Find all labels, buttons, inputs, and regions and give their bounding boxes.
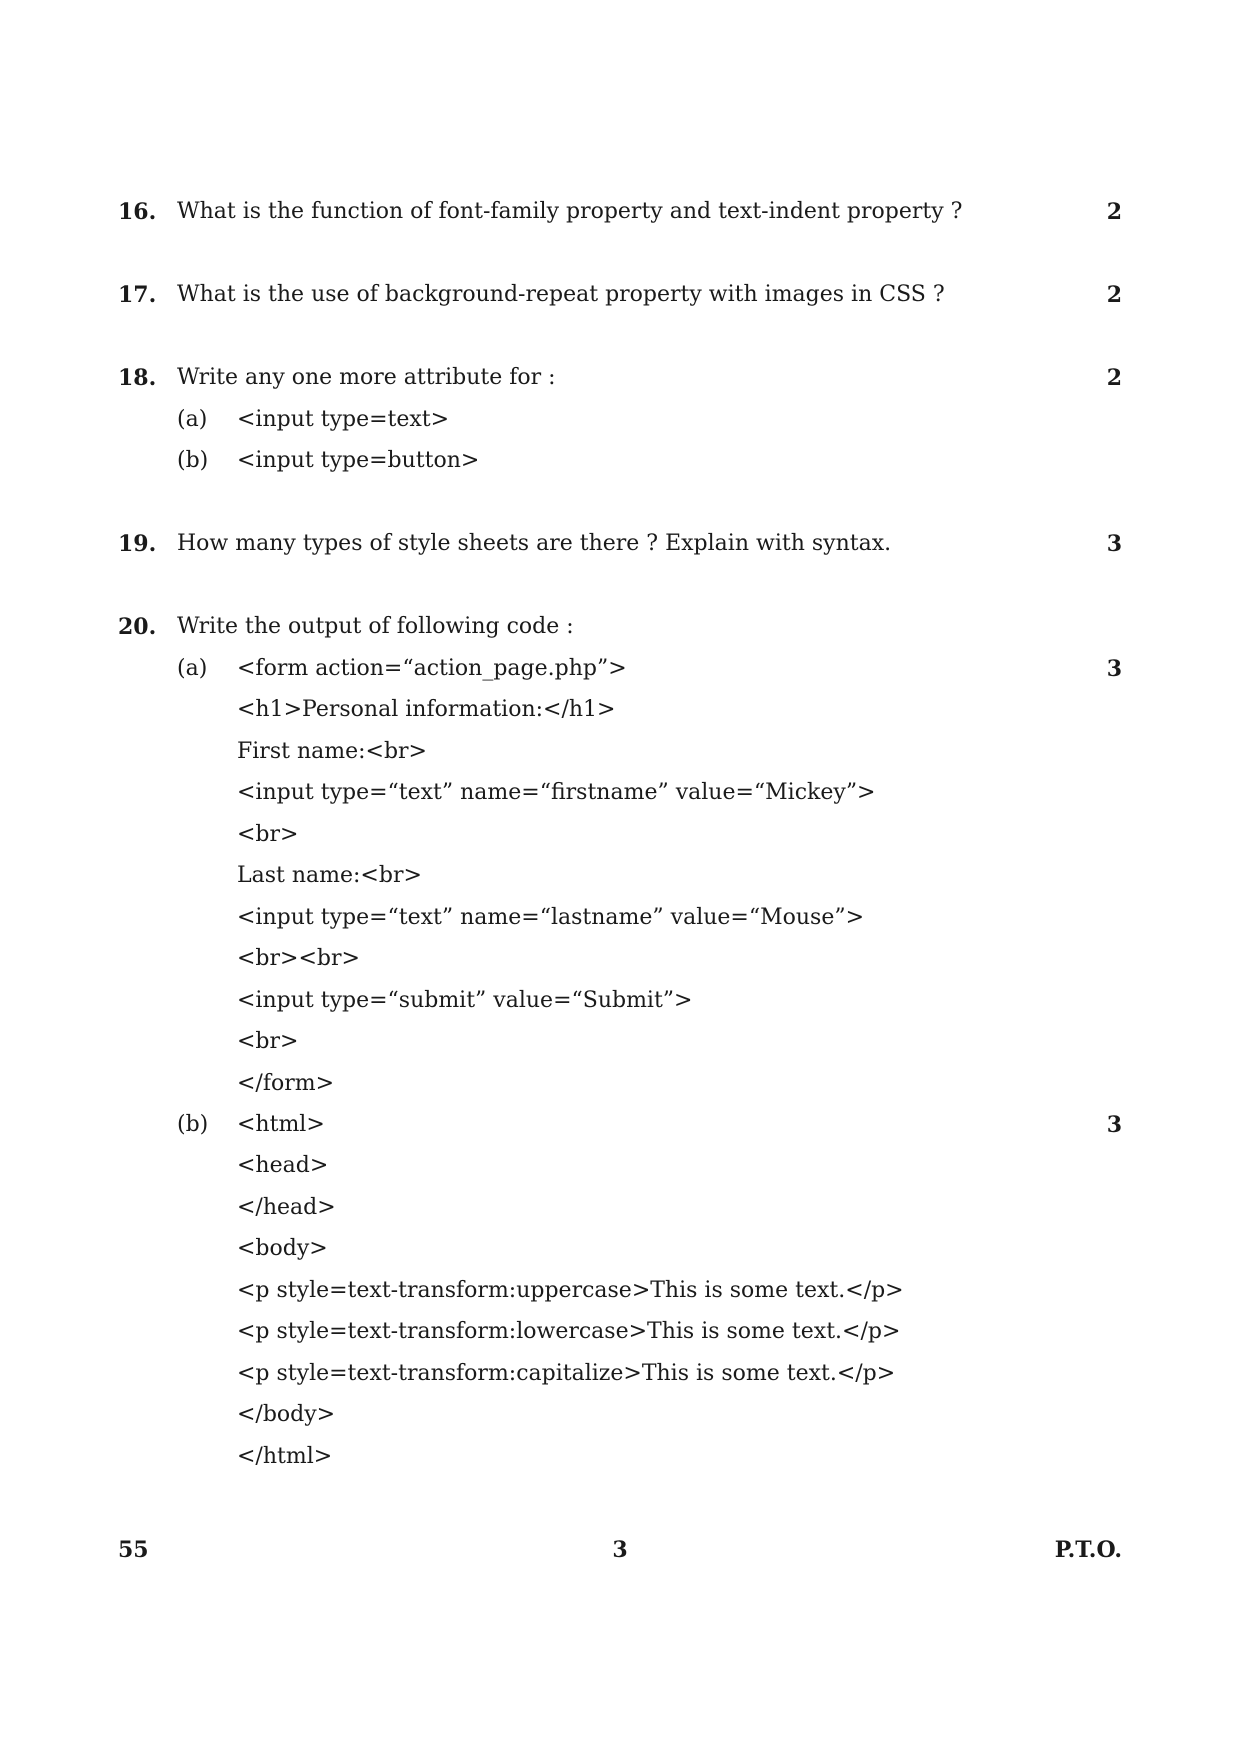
question-number: 19. bbox=[118, 531, 157, 557]
question-number: 16. bbox=[118, 199, 157, 225]
question-20-part-b-line bbox=[0, 1229, 1240, 1269]
question-text: Write any one more attribute for : bbox=[177, 365, 556, 390]
code-line: <br><br> bbox=[237, 946, 360, 971]
code-line: </html> bbox=[237, 1444, 333, 1469]
pto-label: P.T.O. bbox=[1054, 1537, 1122, 1563]
code-line: <input type=“text” name=“lastname” value=“Mouse”> bbox=[237, 905, 865, 930]
code-line: <body> bbox=[237, 1236, 328, 1261]
question-20-part-a-line bbox=[0, 1022, 1240, 1062]
code-line: </form> bbox=[237, 1071, 335, 1096]
part-label: (b) bbox=[177, 1112, 209, 1137]
question-20-part-a-line bbox=[0, 773, 1240, 813]
question-18-part-a bbox=[0, 400, 1240, 440]
code-line: <head> bbox=[237, 1153, 329, 1178]
code-line: First name:<br> bbox=[237, 739, 427, 764]
code-line: <p style=text-transform:uppercase>This is some text.</p> bbox=[237, 1278, 904, 1303]
part-label: (a) bbox=[177, 407, 208, 432]
question-number: 18. bbox=[118, 365, 157, 391]
code-line: Last name:<br> bbox=[237, 863, 422, 888]
code-line: <br> bbox=[237, 822, 299, 847]
question-18-part-b bbox=[0, 441, 1240, 481]
question-20-part-b-line bbox=[0, 1105, 1240, 1145]
question-20-part-b-line bbox=[0, 1312, 1240, 1352]
question-20-part-b-line bbox=[0, 1146, 1240, 1186]
question-20-part-b-line bbox=[0, 1437, 1240, 1477]
code-line: </head> bbox=[237, 1195, 336, 1220]
code-line: <h1>Personal information:</h1> bbox=[237, 697, 616, 722]
question-marks: 2 bbox=[1106, 282, 1122, 308]
question-20-part-a-line bbox=[0, 856, 1240, 896]
question-20-part-a-line bbox=[0, 649, 1240, 689]
part-text: <input type=button> bbox=[237, 448, 480, 473]
question-marks: 3 bbox=[1106, 531, 1122, 557]
part-marks: 3 bbox=[1106, 1112, 1122, 1138]
code-line: <p style=text-transform:lowercase>This is some text.</p> bbox=[237, 1319, 901, 1344]
part-label: (a) bbox=[177, 656, 208, 681]
question-20-part-a-line bbox=[0, 815, 1240, 855]
question-text: What is the use of background-repeat property with images in CSS ? bbox=[177, 282, 945, 307]
code-line: <input type=“submit” value=“Submit”> bbox=[237, 988, 693, 1013]
question-16 bbox=[0, 192, 1240, 232]
question-20-part-b-line bbox=[0, 1395, 1240, 1435]
question-text: What is the function of font-family property and text-indent property ? bbox=[177, 199, 963, 224]
code-line: </body> bbox=[237, 1402, 336, 1427]
question-text: Write the output of following code : bbox=[177, 614, 574, 639]
code-line: <form action=“action_page.php”> bbox=[237, 656, 627, 681]
paper-code: 55 bbox=[118, 1537, 149, 1563]
page-footer bbox=[0, 1530, 1240, 1570]
page-number: 3 bbox=[612, 1537, 628, 1563]
code-line: <br> bbox=[237, 1029, 299, 1054]
part-text: <input type=text> bbox=[237, 407, 450, 432]
question-18 bbox=[0, 358, 1240, 398]
question-20 bbox=[0, 607, 1240, 647]
question-17 bbox=[0, 275, 1240, 315]
question-20-part-b-line bbox=[0, 1271, 1240, 1311]
question-20-part-b-line bbox=[0, 1354, 1240, 1394]
question-20-part-a-line bbox=[0, 981, 1240, 1021]
code-line: <p style=text-transform:capitalize>This is some text.</p> bbox=[237, 1361, 896, 1386]
question-20-part-a-line bbox=[0, 1064, 1240, 1104]
question-20-part-a-line bbox=[0, 732, 1240, 772]
question-marks: 2 bbox=[1106, 365, 1122, 391]
question-19 bbox=[0, 524, 1240, 564]
code-line: <input type=“text” name=“firstname” value=“Mickey”> bbox=[237, 780, 876, 805]
question-20-part-a-line bbox=[0, 898, 1240, 938]
question-20-part-b-line bbox=[0, 1188, 1240, 1228]
question-marks: 2 bbox=[1106, 199, 1122, 225]
question-text: How many types of style sheets are there ? Explain with syntax. bbox=[177, 531, 892, 556]
part-marks: 3 bbox=[1106, 656, 1122, 682]
code-line: <html> bbox=[237, 1112, 325, 1137]
part-label: (b) bbox=[177, 448, 209, 473]
question-number: 20. bbox=[118, 614, 157, 640]
question-number: 17. bbox=[118, 282, 157, 308]
question-20-part-a-line bbox=[0, 939, 1240, 979]
question-20-part-a-line bbox=[0, 690, 1240, 730]
